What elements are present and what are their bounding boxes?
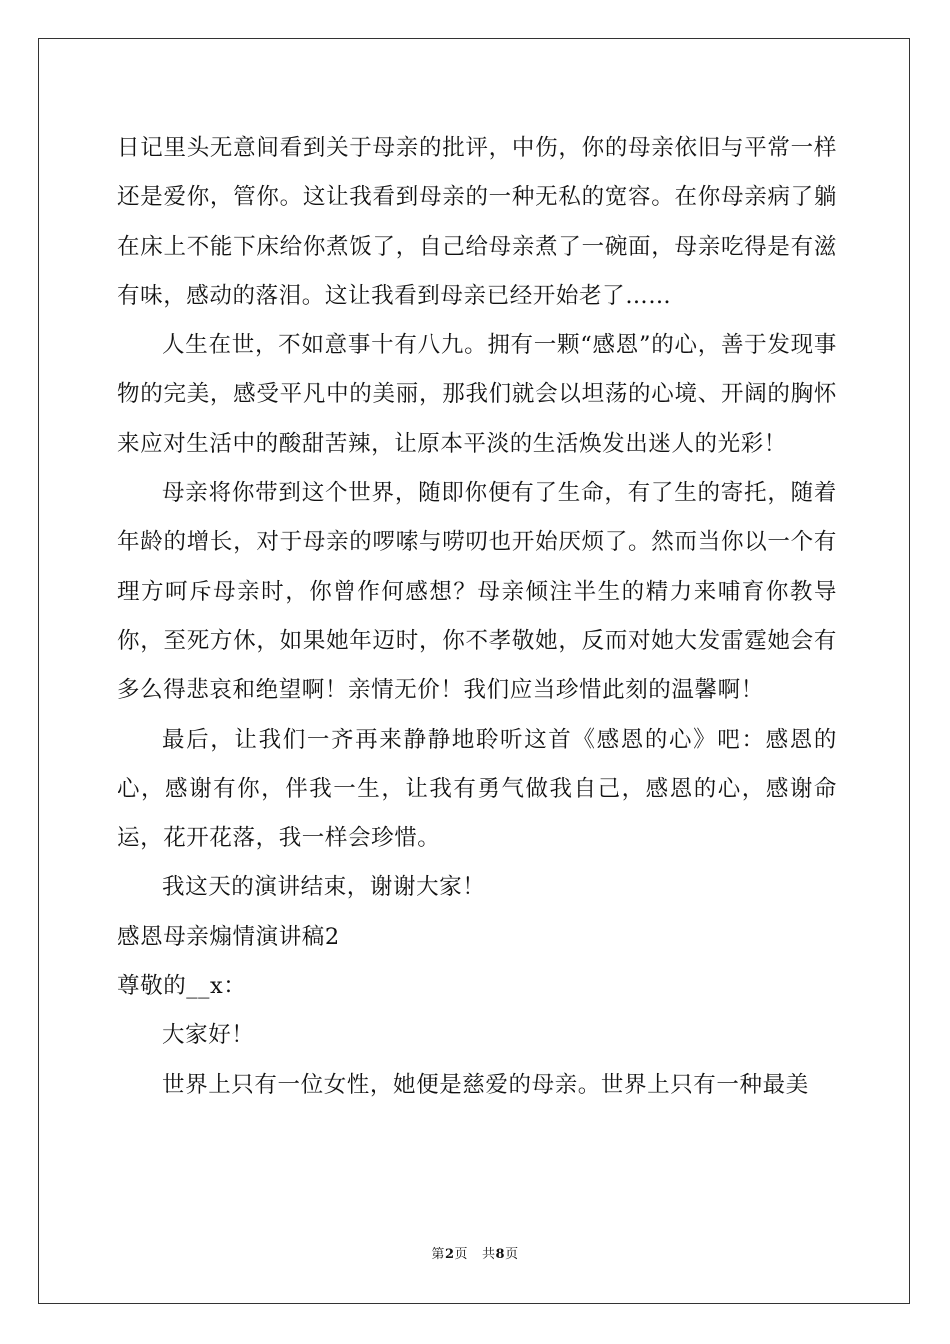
paragraph-2: 人生在世，不如意事十有八九。拥有一颗“感恩”的心，善于发现事物的完美，感受平凡中的美丽，那我们就会以坦荡的心境、开阔的胸怀来应对生活中的酸甜苦辣，让原本平淡的生活焕发出迷人的光彩！: [117, 332, 837, 457]
section-title: 感恩母亲煽情演讲稿2: [117, 923, 340, 950]
total-label-suffix: 页: [505, 1247, 519, 1262]
salutation: 尊敬的__x：: [117, 973, 247, 1000]
page-number: 2: [444, 1247, 455, 1262]
paragraph-5: 我这天的演讲结束，谢谢大家！: [162, 874, 486, 901]
page-footer: [0, 1246, 950, 1264]
paragraph-4: 最后，让我们一齐再来静静地聆听这首《感恩的心》吧：感恩的心，感谢有你，伴我一生，让我有勇气做我自己，感恩的心，感谢命运，花开花落，我一样会珍惜。: [117, 726, 837, 852]
page-label-suffix: 页: [454, 1247, 468, 1262]
paragraph-9: 世界上只有一位女性，她便是慈爱的母亲。世界上只有一种最美: [162, 1071, 809, 1098]
paragraph-1: 日记里头无意间看到关于母亲的批评，中伤，你的母亲依旧与平常一样还是爱你，管你。这让我看到母亲的一种无私的宽容。在你母亲病了躺在床上不能下床给你煮饭了，自己给母亲煮了一碗面，母亲吃得是有滋有味，感动的落泪。这让我看到母亲已经开始老了……: [117, 135, 837, 309]
document-body: [117, 124, 837, 1110]
paragraph-3: 母亲将你带到这个世界，随即你便有了生命，有了生的寄托，随着年龄的增长，对于母亲的啰嗦与唠叨也开始厌烦了。然而当你以一个有理方呵斥母亲时，你曾作何感想？母亲倾注半生的精力来哺育你教导你，至死方休，如果她年迈时，你不孝敬她，反而对她大发雷霆她会有多么得悲哀和绝望啊！亲情无价！我们应当珍惜此刻的温馨啊！: [117, 480, 837, 704]
total-pages: 8: [495, 1247, 506, 1262]
page-label-prefix: 第: [431, 1247, 445, 1262]
greeting: 大家好！: [162, 1022, 255, 1049]
total-label-prefix: 共: [482, 1247, 496, 1262]
